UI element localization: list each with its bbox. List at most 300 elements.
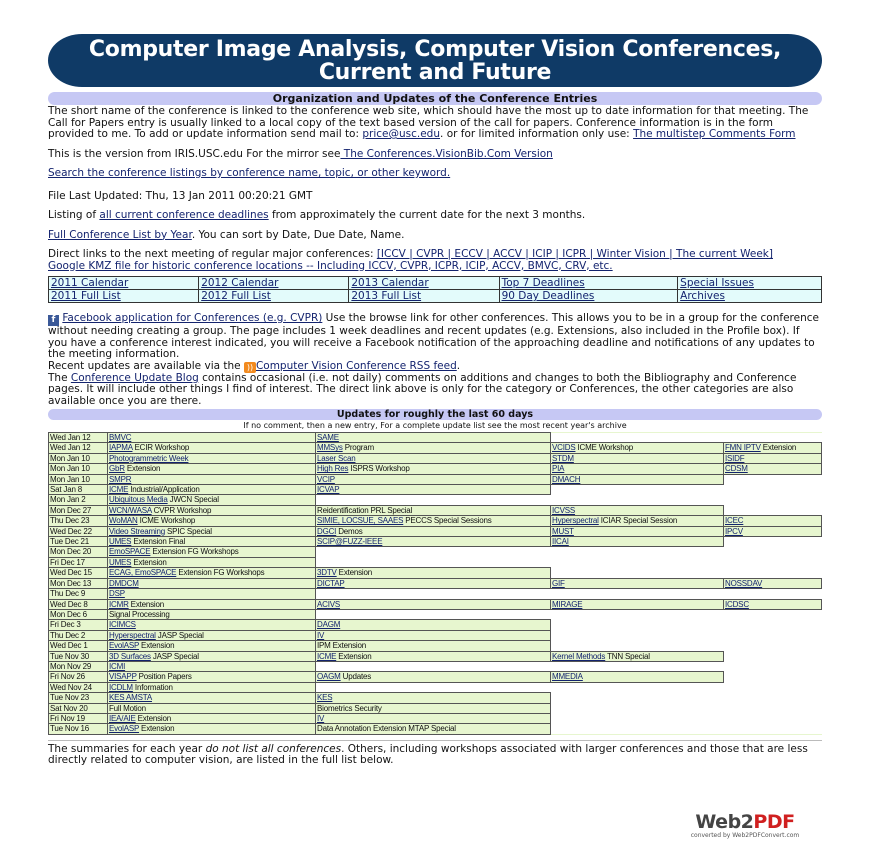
calendar-link[interactable]: Top 7 Deadlines (501, 277, 585, 289)
conference-link[interactable]: ICEC (725, 516, 744, 526)
update-cell (108, 609, 316, 619)
footer-text: The summaries for each year do not list all conferences. Others, including workshops associated with larger conferences and those that are less directly related to computer vision, are listed in the full list below. (48, 742, 808, 767)
calendar-table (48, 276, 822, 303)
update-date: Wed Dec 8 (49, 599, 108, 609)
update-row (49, 526, 822, 536)
update-note: CVPR Workshop (151, 505, 212, 515)
update-note: IPM Extension (317, 641, 366, 651)
conference-link[interactable]: MMSys (317, 443, 343, 453)
conference-link[interactable]: ECAG, EmoSPACE (109, 568, 177, 578)
update-date: Tue Nov 30 (49, 651, 108, 661)
conference-link[interactable]: VCIDS (552, 443, 576, 453)
page-content (48, 34, 822, 767)
calendar-row (49, 290, 822, 303)
update-cell (108, 578, 316, 588)
update-note: Extension (128, 599, 165, 609)
conference-link[interactable]: Laser Scan (317, 453, 356, 463)
calendar-cell (49, 277, 199, 290)
update-cell (316, 474, 551, 484)
update-note: SPIC Special (165, 526, 212, 536)
update-note: Signal Processing (109, 609, 170, 619)
blog-paragraph: The Conference Update Blog contains occasional (i.e. not daily) comments on additions and changes to both the Bibliography and Conference pages. It will include other things I find of interest. The direct link above is only for the category or Conferences, the other categories are also available once you are there. (48, 371, 797, 407)
update-cell (108, 495, 316, 505)
update-cell (316, 453, 551, 463)
conference-link[interactable]: VCIP (317, 474, 335, 484)
rss-line: Recent updates are available via the )) Computer Vision Conference RSS feed. (48, 359, 461, 372)
update-note: Extension FG Workshops (150, 547, 239, 557)
update-note: Position Papers (136, 672, 192, 682)
update-date: Thu Dec 2 (49, 630, 108, 640)
rss-link[interactable]: Computer Vision Conference RSS feed (255, 359, 457, 372)
update-note: ICME Workshop (137, 516, 196, 526)
update-row (49, 547, 822, 557)
calendar-link[interactable]: 2011 Calendar (51, 277, 129, 289)
full-list-link[interactable]: Full Conference List by Year (48, 228, 192, 241)
update-cell (551, 651, 724, 661)
empty-cell (724, 433, 822, 443)
conference-link[interactable]: IV (317, 713, 325, 723)
conference-link[interactable]: SMPR (109, 474, 132, 484)
update-note: Extension Final (131, 537, 186, 547)
update-row (49, 713, 822, 723)
update-row (49, 495, 822, 505)
conference-link[interactable]: Kernel Methods (552, 651, 606, 661)
conference-link[interactable]: EvolASP (109, 724, 140, 734)
update-cell (316, 516, 551, 526)
calendar-cell (349, 290, 499, 303)
email-link[interactable]: price@usc.edu (362, 128, 441, 140)
kmz-link[interactable]: Google KMZ file for historic conference locations -- Including ICCV, CVPR, ICPR, ICIP, ACCV, BMVC, CRV, etc. (48, 259, 613, 272)
conference-link[interactable]: GbR (109, 464, 125, 474)
update-cell (108, 505, 316, 515)
update-cell (316, 641, 551, 651)
conference-link[interactable]: High Res (317, 464, 349, 474)
update-date: Wed Nov 24 (49, 682, 108, 692)
update-row (49, 641, 822, 651)
update-row (49, 599, 822, 609)
empty-cell (551, 630, 724, 640)
update-cell (108, 703, 316, 713)
update-note: PECCS Special Sessions (403, 516, 492, 526)
calendar-cell (199, 277, 349, 290)
page-title-line1: Computer Image Analysis, Computer Vision Conferences, (88, 37, 782, 62)
update-note: Extension (139, 724, 175, 734)
conference-link[interactable]: ICMR (109, 599, 129, 609)
update-note: ECIR Workshop (132, 443, 190, 453)
page-title-banner (48, 34, 822, 87)
calendar-cell (349, 277, 499, 290)
deadlines-link[interactable]: all current conference deadlines (99, 209, 269, 221)
update-cell (724, 516, 822, 526)
conference-link[interactable]: ICVAP (317, 485, 340, 495)
conference-link[interactable]: ACIVS (317, 599, 341, 609)
conference-link[interactable]: DMDCM (109, 578, 139, 588)
conference-link[interactable]: SIMIE, LOCSUE, SAAES (317, 516, 404, 526)
calendar-link[interactable]: 2011 Full List (51, 290, 121, 302)
update-row (49, 578, 822, 588)
conference-link[interactable]: CDSM (725, 464, 748, 474)
update-cell (108, 713, 316, 723)
update-date: Wed Dec 15 (49, 568, 108, 578)
calendar-cell (49, 290, 199, 303)
update-row (49, 703, 822, 713)
update-note: ISPRS Workshop (348, 464, 410, 474)
update-cell (724, 464, 822, 474)
update-row (49, 433, 822, 443)
direct-links-line: Direct links to the next meeting of regular major conferences: [ICCV | CVPR | ECCV | ACCV | ICIP | ICPR | Winter Vision | The current Week] (48, 248, 773, 260)
update-date: Mon Jan 2 (49, 495, 108, 505)
empty-cell (724, 682, 822, 692)
update-cell (551, 474, 724, 484)
conference-link[interactable]: Video Streaming (109, 526, 166, 536)
update-cell (108, 661, 316, 671)
calendar-link[interactable]: 2012 Calendar (201, 277, 279, 289)
conference-link[interactable]: PIA (552, 464, 565, 474)
update-cell (316, 537, 551, 547)
conference-link[interactable]: Ubiquitous Media (109, 495, 168, 505)
update-note: Industrial/Application (128, 485, 200, 495)
empty-cell (724, 713, 822, 723)
update-row (49, 589, 822, 599)
multistep-form-link[interactable]: The multistep Comments Form (633, 128, 796, 140)
update-date: Tue Nov 23 (49, 693, 108, 703)
conference-link[interactable]: Hyperspectral (552, 516, 599, 526)
empty-cell (724, 724, 822, 734)
empty-cell (724, 568, 822, 578)
page-title-line2: Current and Future (318, 60, 552, 85)
update-cell (316, 526, 551, 536)
update-row (49, 609, 822, 619)
update-cell (108, 693, 316, 703)
empty-cell (551, 568, 724, 578)
update-date: Wed Dec 22 (49, 526, 108, 536)
conference-link[interactable]: UMES (109, 537, 132, 547)
conference-link[interactable]: MIRAGE (552, 599, 583, 609)
empty-cell (724, 537, 822, 547)
conference-link[interactable]: FMN IPTV (725, 443, 761, 453)
update-cell (108, 557, 316, 567)
update-note: Extension (135, 713, 171, 723)
update-cell (724, 443, 822, 453)
update-cell (551, 453, 724, 463)
mirror-line: This is the version from IRIS.USC.edu For the mirror see The Conferences.VisionBib.Com Version (48, 147, 553, 160)
update-cell (316, 672, 551, 682)
calendar-row (49, 277, 822, 290)
calendar-cell (199, 290, 349, 303)
update-cell (551, 464, 724, 474)
update-date: Mon Jan 10 (49, 453, 108, 463)
facebook-paragraph: f Facebook application for Conferences (e.g. CVPR) Use the browse link for other conferences. This allows you to be in a group for the conference without needing creating a group. The page includes 1 week deadlines and recent updates (e.g. Extensions, also included in the Profile box). If you have a conference interest indicated, you will receive a Facebook notification of the approaching deadline and notifications of any updates to the meeting information. (48, 312, 819, 360)
conference-link[interactable]: Photogrammetric Week (109, 453, 189, 463)
update-cell (108, 599, 316, 609)
update-cell (551, 578, 724, 588)
conference-link[interactable]: DAGM (317, 620, 341, 630)
update-cell (108, 443, 316, 453)
conference-link[interactable]: OAGM (317, 672, 341, 682)
facebook-icon: f (48, 315, 59, 326)
update-note: Reidentification PRL Special (317, 505, 413, 515)
conference-link[interactable]: DMACH (552, 474, 581, 484)
mirror-link[interactable]: The Conferences.VisionBib.Com Version (340, 147, 553, 160)
conference-link[interactable]: GIF (552, 578, 565, 588)
facebook-link[interactable]: Facebook application for Conferences (e.g. CVPR) (62, 312, 323, 324)
empty-cell (551, 693, 724, 703)
blog-link[interactable]: Conference Update Blog (70, 371, 199, 384)
conference-link[interactable]: DSP (109, 589, 125, 599)
update-note: Extension (336, 651, 372, 661)
search-link[interactable]: Search the conference listings by conference name, topic, or other keyword. (48, 167, 451, 179)
updates-note: If no comment, then a new entry, For a complete update list see the most recent year's archive (243, 421, 627, 430)
update-row (49, 453, 822, 463)
update-note: Program (342, 443, 374, 453)
empty-cell (551, 620, 724, 630)
update-cell (316, 724, 551, 734)
empty-cell (551, 641, 724, 651)
update-row (49, 505, 822, 515)
conference-link[interactable]: 3DTV (317, 568, 337, 578)
update-cell (108, 641, 316, 651)
update-cell (316, 620, 551, 630)
empty-cell (724, 693, 822, 703)
update-cell (108, 537, 316, 547)
update-row (49, 682, 822, 692)
update-note: Extension FG Workshops (176, 568, 265, 578)
update-date: Fri Nov 26 (49, 672, 108, 682)
conference-link[interactable]: WCN/WASA (109, 505, 152, 515)
update-cell (108, 516, 316, 526)
empty-cell (724, 620, 822, 630)
update-cell (108, 526, 316, 536)
update-cell (108, 433, 316, 443)
full-list-line: Full Conference List by Year. You can sort by Date, Due Date, Name. (48, 228, 405, 241)
update-row (49, 661, 822, 671)
conference-link[interactable]: KES AMSTA (109, 693, 152, 703)
update-cell (108, 724, 316, 734)
update-cell (724, 599, 822, 609)
update-date: Mon Dec 13 (49, 578, 108, 588)
update-cell (108, 485, 316, 495)
empty-cell (724, 661, 822, 671)
update-cell (108, 620, 316, 630)
calendar-link[interactable]: Archives (680, 290, 725, 302)
conference-link[interactable]: MMEDIA (552, 672, 583, 682)
conference-link[interactable]: Hyperspectral (109, 630, 156, 640)
empty-cell (551, 661, 724, 671)
calendar-link[interactable]: 2012 Full List (201, 290, 271, 302)
empty-cell (551, 724, 724, 734)
update-cell (551, 526, 724, 536)
update-note: ICIAR Special Session (598, 516, 678, 526)
conference-link[interactable]: WoMAN (109, 516, 138, 526)
empty-cell (316, 682, 551, 692)
update-cell (108, 651, 316, 661)
empty-cell (724, 505, 822, 515)
conference-link[interactable]: 3D Surfaces (109, 651, 151, 661)
empty-cell (551, 682, 724, 692)
conference-link[interactable]: DICTAP (317, 578, 345, 588)
conference-link[interactable]: ICME (317, 651, 337, 661)
update-cell (108, 453, 316, 463)
update-note: Extension (336, 568, 373, 578)
update-row (49, 537, 822, 547)
conference-link[interactable]: SAME (317, 433, 339, 442)
update-cell (316, 568, 551, 578)
update-date: Mon Dec 20 (49, 547, 108, 557)
update-cell (724, 526, 822, 536)
update-date: Sat Jan 8 (49, 485, 108, 495)
conference-link[interactable]: STDM (552, 453, 574, 463)
update-row (49, 485, 822, 495)
update-date: Wed Jan 12 (49, 433, 108, 443)
update-row (49, 672, 822, 682)
conference-link[interactable]: IEA/AIE (109, 713, 136, 723)
conference-link[interactable]: IICAI (552, 537, 569, 547)
calendar-link[interactable]: 90 Day Deadlines (501, 290, 595, 302)
update-date: Tue Dec 21 (49, 537, 108, 547)
calendar-link[interactable]: 2013 Calendar (351, 277, 429, 289)
conference-link[interactable]: IPCV (725, 526, 743, 536)
conference-link[interactable]: ICME (109, 485, 129, 495)
calendar-link[interactable]: 2013 Full List (351, 290, 422, 302)
update-date: Mon Nov 29 (49, 661, 108, 671)
section-title: Organization and Updates of the Conference Entries (48, 92, 822, 105)
update-cell (316, 713, 551, 723)
update-cell (551, 505, 724, 515)
update-date: Fri Dec 17 (49, 557, 108, 567)
empty-cell (316, 557, 551, 567)
update-date: Thu Dec 9 (49, 589, 108, 599)
updates-title: Updates for roughly the last 60 days (48, 409, 822, 420)
conference-link[interactable]: ICIMCS (109, 620, 136, 630)
update-note: Extension (124, 464, 161, 474)
update-row (49, 464, 822, 474)
calendar-cell (499, 290, 678, 303)
update-note: Extension (131, 557, 167, 567)
conference-link[interactable]: MUST (552, 526, 574, 536)
update-cell (551, 516, 724, 526)
conference-link[interactable]: ISIDF (725, 453, 745, 463)
empty-cell (316, 547, 551, 557)
update-cell (316, 651, 551, 661)
empty-cell (551, 703, 724, 713)
major-conference-links[interactable]: [ICCV | CVPR | ECCV | ACCV | ICIP | ICPR | Winter Vision | The current Week] (376, 248, 773, 260)
divider (48, 740, 822, 741)
empty-cell (316, 661, 551, 671)
calendar-cell (678, 290, 822, 303)
update-note: Data Annotation Extension MTAP Special (317, 724, 456, 734)
conference-link[interactable]: DGCI (317, 526, 337, 536)
empty-cell (551, 589, 724, 599)
update-row (49, 651, 822, 661)
empty-cell (551, 495, 724, 505)
conference-link[interactable]: ICDSC (725, 599, 749, 609)
update-cell (108, 464, 316, 474)
calendar-link[interactable]: Special Issues (680, 277, 754, 289)
update-note: ICME Workshop (575, 443, 633, 453)
update-cell (316, 599, 551, 609)
update-date: Mon Dec 6 (49, 609, 108, 619)
conference-link[interactable]: VISAPP (109, 672, 137, 682)
empty-cell (551, 713, 724, 723)
update-cell (551, 599, 724, 609)
update-note: JASP Special (150, 651, 199, 661)
conference-link[interactable]: ICMI (109, 661, 126, 671)
update-cell (724, 578, 822, 588)
update-note: Full Motion (109, 703, 146, 713)
conference-link[interactable]: SCIP@FUZZ-IEEE (317, 537, 383, 547)
update-cell (316, 464, 551, 474)
conference-link[interactable]: ICDLM (109, 682, 133, 692)
update-cell (316, 505, 551, 515)
empty-cell (724, 557, 822, 567)
update-date: Wed Dec 1 (49, 641, 108, 651)
update-cell (551, 672, 724, 682)
update-date: Fri Nov 19 (49, 713, 108, 723)
conference-link[interactable]: ICVSS (552, 505, 576, 515)
empty-cell (724, 641, 822, 651)
update-cell (724, 453, 822, 463)
update-row (49, 474, 822, 484)
update-date: Tue Nov 16 (49, 724, 108, 734)
update-row (49, 443, 822, 453)
empty-cell (724, 495, 822, 505)
update-note: Demos (336, 526, 363, 536)
update-cell (108, 547, 316, 557)
update-cell (108, 630, 316, 640)
listing-line: Listing of all current conference deadlines from approximately the current date for the next 3 months. (48, 209, 586, 221)
conference-link[interactable]: KES (317, 693, 333, 703)
update-row (49, 630, 822, 640)
empty-cell (724, 589, 822, 599)
update-cell (316, 578, 551, 588)
conference-link[interactable]: IAPMA (109, 443, 133, 453)
empty-cell (316, 495, 551, 505)
empty-cell (724, 651, 822, 661)
update-row (49, 557, 822, 567)
web2pdf-logo: Web2PDF converted by Web2PDFConvert.com (690, 811, 800, 839)
conference-link[interactable]: UMES (109, 557, 132, 567)
empty-cell (316, 609, 551, 619)
update-row (49, 620, 822, 630)
update-cell (316, 443, 551, 453)
conference-link[interactable]: NOSSDAV (725, 578, 763, 588)
update-date: Thu Dec 23 (49, 516, 108, 526)
conference-link[interactable]: EmoSPACE (109, 547, 151, 557)
update-note: Extension (760, 443, 797, 453)
update-cell (316, 630, 551, 640)
update-cell (108, 682, 316, 692)
update-date: Fri Dec 3 (49, 620, 108, 630)
empty-cell (551, 609, 724, 619)
update-note: JWCN Special (167, 495, 219, 505)
update-note: Biometrics Security (317, 703, 382, 713)
update-note: TNN Special (605, 651, 650, 661)
update-cell (316, 693, 551, 703)
conference-link[interactable]: EvolASP (109, 641, 140, 651)
rss-icon: )) (244, 362, 256, 373)
update-cell (316, 433, 551, 443)
update-row (49, 516, 822, 526)
update-cell (316, 703, 551, 713)
conference-link[interactable]: IV (317, 630, 325, 640)
empty-cell (551, 433, 724, 443)
update-date: Mon Jan 10 (49, 474, 108, 484)
intro-paragraph: The short name of the conference is linked to the conference web site, which should have the most up to date information for that meeting. The Call for Papers entry is usually linked to a local copy of the text based version of the call for papers. Conference information is in the form provided to me. To add or update information send mail to: price@usc.edu. or for limited information only use: The multistep Comments Form (48, 105, 809, 140)
empty-cell (724, 630, 822, 640)
empty-cell (724, 485, 822, 495)
empty-cell (551, 547, 724, 557)
conference-link[interactable]: BMVC (109, 433, 132, 442)
